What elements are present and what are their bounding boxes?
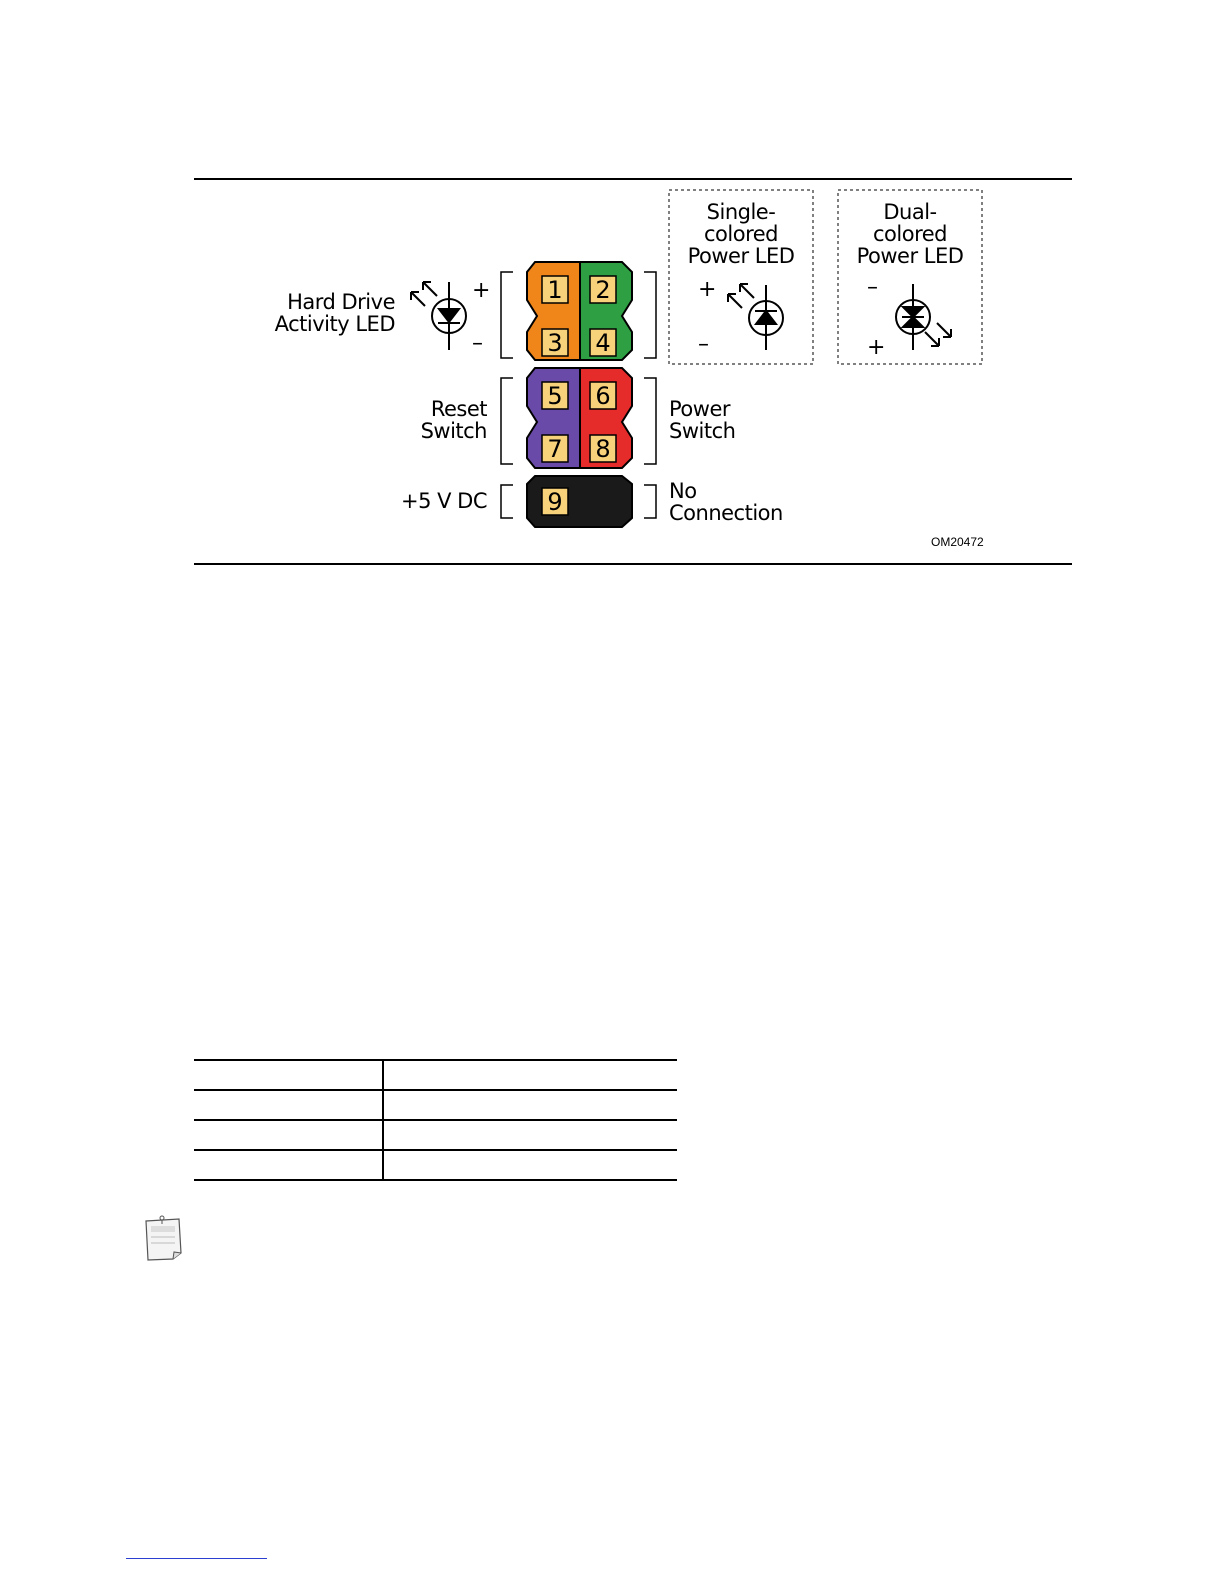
led-icon-dual (896, 284, 951, 350)
bracket-no-connection (644, 485, 656, 518)
footer-link-underline[interactable] (126, 1558, 267, 1559)
table-row (194, 1120, 677, 1150)
bracket-hdd (501, 272, 513, 358)
pin-number-4: 4 (595, 329, 611, 357)
table-row (194, 1060, 677, 1090)
bracket-reset (501, 378, 513, 464)
label-5v-dc: +5 V DC (400, 489, 487, 513)
table-row (194, 1150, 677, 1180)
pin-number-7: 7 (547, 435, 563, 463)
front-panel-header-diagram (0, 0, 1224, 600)
table-cell (383, 1120, 677, 1150)
pin-number-9: 9 (547, 488, 563, 516)
label-power-switch: Power Switch (669, 397, 736, 443)
table-cell (194, 1060, 383, 1090)
bracket-power-led (644, 272, 656, 358)
led-icon-single (728, 284, 783, 350)
table-cell (194, 1090, 383, 1120)
label-no-connection: No Connection (669, 479, 783, 525)
single-plus-sign: + (698, 277, 717, 302)
hdd-plus-sign: + (472, 278, 491, 303)
hdd-minus-sign: – (472, 331, 483, 356)
pin-number-5: 5 (547, 382, 563, 410)
table-cell (194, 1150, 383, 1180)
table-cell (383, 1060, 677, 1090)
label-reset-switch: Reset Switch (420, 397, 487, 443)
note-icon (143, 1213, 185, 1265)
table-row (194, 1090, 677, 1120)
single-minus-sign: – (698, 332, 709, 357)
label-dual-led: Dual- colored Power LED (856, 200, 964, 268)
pin-number-1: 1 (547, 276, 563, 304)
pin-number-3: 3 (547, 329, 563, 357)
dual-minus-sign: – (867, 275, 878, 300)
data-table (194, 1059, 677, 1181)
led-icon-hdd (411, 282, 466, 350)
bracket-5v (501, 485, 513, 518)
pin-number-6: 6 (595, 382, 611, 410)
table-cell (383, 1090, 677, 1120)
pin-number-8: 8 (595, 435, 611, 463)
label-single-led: Single- colored Power LED (687, 200, 795, 268)
bracket-power-switch (644, 378, 656, 464)
dual-plus-sign: + (867, 335, 886, 360)
pin-number-2: 2 (595, 276, 611, 304)
figure-id: OM20472 (931, 535, 984, 549)
label-hdd-led: Hard Drive Activity LED (274, 290, 395, 336)
table-cell (194, 1120, 383, 1150)
table-cell (383, 1150, 677, 1180)
